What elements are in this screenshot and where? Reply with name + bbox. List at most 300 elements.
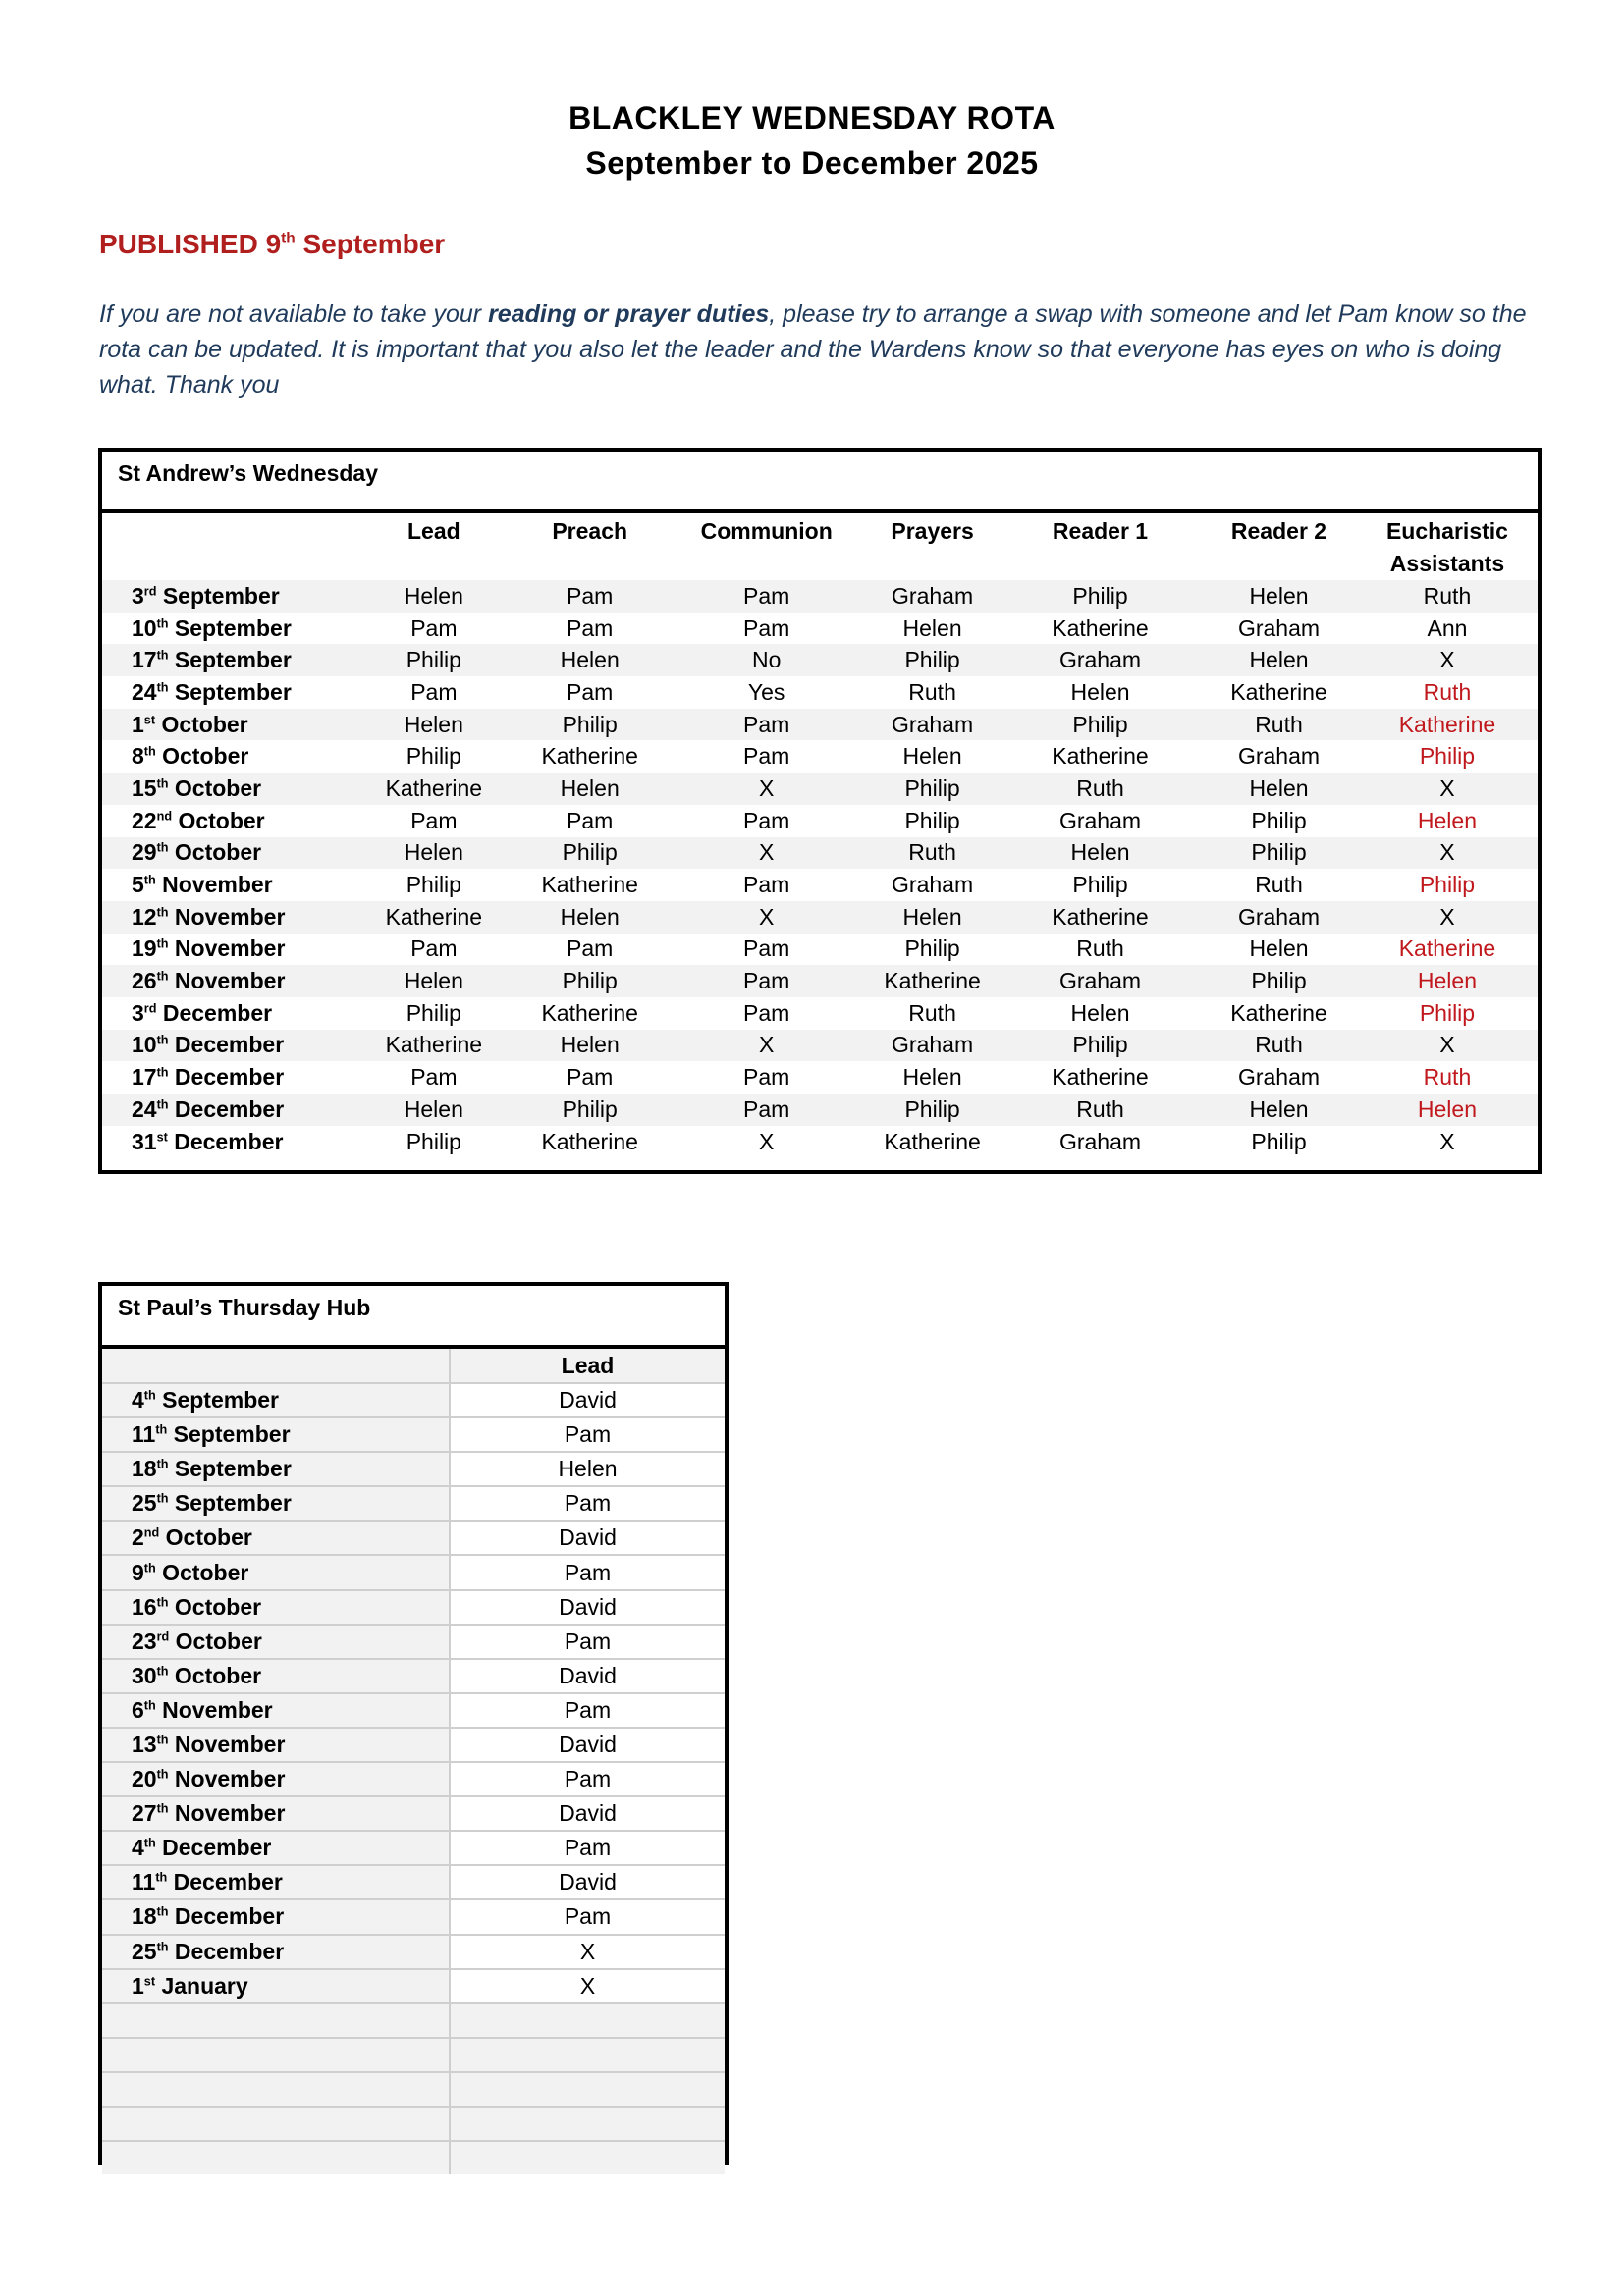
rota-cell: X: [1357, 1030, 1538, 1062]
rota-cell: Katherine: [1201, 997, 1357, 1030]
date-month: November: [174, 935, 286, 962]
date-suffix: th: [156, 776, 169, 791]
date-day: 24: [132, 678, 157, 705]
wednesday-header-row: [102, 513, 1538, 580]
lead-cell: X: [450, 1969, 725, 2003]
rota-cell: Pam: [668, 805, 865, 837]
wednesday-rota-box: [98, 448, 1542, 1174]
rota-cell: Helen: [1000, 676, 1201, 709]
date-month: September: [173, 1421, 291, 1448]
date-cell: [102, 773, 355, 805]
date-suffix: th: [156, 969, 169, 984]
date-day: 24: [132, 1095, 157, 1122]
empty-cell: [450, 2107, 725, 2141]
rota-cell: Katherine: [355, 773, 512, 805]
date-cell: [102, 613, 355, 645]
table-row: [102, 1728, 725, 1762]
date-month: December: [162, 999, 273, 1026]
date-suffix: st: [156, 1129, 168, 1144]
thursday-rota-table: [102, 1349, 725, 2174]
lead-cell: X: [450, 1935, 725, 1969]
lead-cell: Pam: [450, 1899, 725, 1934]
table-row: [102, 1486, 725, 1521]
date-month: October: [162, 1559, 249, 1585]
date-suffix: nd: [143, 1525, 160, 1540]
rota-cell: No: [668, 644, 865, 676]
rota-cell: Pam: [668, 934, 865, 966]
header-cell: [102, 1349, 450, 1383]
date-suffix: th: [156, 936, 169, 951]
date-month: December: [174, 1128, 284, 1154]
rota-cell: Graham: [1000, 1126, 1201, 1158]
date-suffix: th: [143, 1698, 156, 1713]
rota-cell: Graham: [865, 709, 1000, 741]
date-day: 11: [132, 1421, 156, 1448]
rota-cell: Helen: [1000, 997, 1201, 1030]
date-cell: [102, 1126, 355, 1158]
header-cell: Lead: [406, 518, 460, 544]
rota-cell: Helen: [1201, 644, 1357, 676]
rota-cell: Helen: [865, 901, 1000, 934]
lead-cell: Pam: [450, 1762, 725, 1796]
date-suffix: th: [143, 873, 156, 887]
rota-cell: Helen: [512, 1030, 668, 1062]
rota-cell: Philip: [1000, 869, 1201, 901]
date-cell: [102, 1521, 450, 1555]
rota-cell: Philip: [355, 740, 512, 773]
rota-cell: X: [1357, 644, 1538, 676]
rota-cell: Graham: [865, 1030, 1000, 1062]
date-month: October: [174, 1593, 262, 1620]
date-cell: [102, 580, 355, 613]
date-suffix: th: [155, 1870, 168, 1885]
rota-cell: Katherine: [1201, 676, 1357, 709]
date-month: November: [162, 872, 273, 898]
table-row: [102, 740, 1538, 773]
rota-cell: Ruth: [1201, 709, 1357, 741]
rota-cell: Pam: [668, 997, 865, 1030]
date-day: 4: [132, 1835, 144, 1861]
rota-cell: Philip: [865, 934, 1000, 966]
date-day: 3: [132, 582, 144, 609]
rota-cell: Helen: [1201, 580, 1357, 613]
date-suffix: st: [143, 1973, 156, 1988]
empty-cell: [102, 2038, 450, 2072]
rota-cell: Pam: [512, 1061, 668, 1094]
date-day: 12: [132, 903, 157, 930]
rota-cell: Ann: [1357, 613, 1538, 645]
rota-cell: Philip: [865, 644, 1000, 676]
empty-cell: [450, 2072, 725, 2107]
rota-cell: Pam: [355, 676, 512, 709]
date-day: 1: [132, 711, 144, 737]
empty-cell: [102, 2107, 450, 2141]
rota-cell: X: [1357, 837, 1538, 870]
date-suffix: th: [156, 1904, 169, 1919]
rota-cell: Philip: [355, 644, 512, 676]
rota-cell: Helen: [1201, 934, 1357, 966]
table-row: [102, 1831, 725, 1865]
date-cell: [102, 1796, 450, 1831]
header-cell: Eucharistic Assistants: [1385, 518, 1508, 576]
table-row: [102, 1126, 1538, 1158]
date-cell: [102, 1969, 450, 2003]
table-row: [102, 1969, 725, 2003]
date-suffix: th: [156, 1733, 169, 1747]
table-row: [102, 1590, 725, 1625]
rota-cell: Philip: [512, 709, 668, 741]
table-row: [102, 997, 1538, 1030]
table-row: [102, 773, 1538, 805]
date-cell: [102, 934, 355, 966]
rota-cell: Philip: [1000, 709, 1201, 741]
date-month: December: [174, 1032, 285, 1058]
date-day: 13: [132, 1731, 157, 1757]
rota-cell: Pam: [355, 613, 512, 645]
table-row: [102, 934, 1538, 966]
date-suffix: th: [156, 1594, 169, 1609]
table-row: [102, 1521, 725, 1555]
rota-cell: Graham: [865, 580, 1000, 613]
lead-cell: Pam: [450, 1693, 725, 1728]
rota-cell: Pam: [668, 580, 865, 613]
date-cell: [102, 837, 355, 870]
wednesday-rota-title: St Andrew’s Wednesday: [102, 452, 1538, 513]
rota-cell: X: [668, 1030, 865, 1062]
table-row: [102, 901, 1538, 934]
wednesday-rota-table: [102, 513, 1538, 1157]
date-day: 10: [132, 1032, 157, 1058]
date-day: 25: [132, 1938, 157, 1964]
date-suffix: th: [156, 1801, 169, 1816]
published-sup: th: [281, 230, 296, 247]
lead-cell: Pam: [450, 1831, 725, 1865]
date-cell: [102, 709, 355, 741]
date-month: September: [174, 1456, 292, 1482]
date-month: September: [162, 582, 280, 609]
date-day: 1: [132, 1972, 144, 1999]
rota-cell: Pam: [668, 965, 865, 997]
lead-cell: David: [450, 1728, 725, 1762]
date-cell: [102, 1094, 355, 1126]
rota-cell: Graham: [1201, 901, 1357, 934]
date-day: 10: [132, 614, 157, 641]
date-month: November: [174, 1731, 286, 1757]
date-suffix: th: [143, 1560, 156, 1575]
date-month: December: [173, 1869, 283, 1896]
rota-cell: Ruth: [865, 837, 1000, 870]
rota-cell: X: [668, 1126, 865, 1158]
rota-cell: Philip: [1201, 1126, 1357, 1158]
rota-cell: Philip: [355, 1126, 512, 1158]
rota-cell: Katherine: [512, 997, 668, 1030]
rota-cell: Helen: [1357, 965, 1538, 997]
date-month: January: [161, 1972, 248, 1999]
rota-cell: Katherine: [1000, 613, 1201, 645]
rota-cell: Katherine: [1357, 934, 1538, 966]
lead-cell: David: [450, 1865, 725, 1899]
rota-cell: Graham: [1000, 965, 1201, 997]
rota-cell: Pam: [668, 613, 865, 645]
rota-cell: Philip: [1357, 997, 1538, 1030]
table-row: [102, 1762, 725, 1796]
lead-cell: David: [450, 1521, 725, 1555]
rota-cell: Katherine: [512, 740, 668, 773]
date-suffix: rd: [143, 584, 157, 599]
wednesday-rows: [102, 580, 1538, 1157]
rota-cell: Ruth: [1201, 1030, 1357, 1062]
lead-cell: Pam: [450, 1555, 725, 1589]
table-row: [102, 837, 1538, 870]
thursday-rota-title: St Paul’s Thursday Hub: [102, 1286, 725, 1349]
rota-cell: Katherine: [1000, 1061, 1201, 1094]
lead-cell: Helen: [450, 1452, 725, 1486]
rota-cell: Philip: [1201, 837, 1357, 870]
date-suffix: st: [143, 712, 156, 726]
date-month: September: [174, 614, 292, 641]
date-day: 26: [132, 968, 157, 994]
date-cell: [102, 1693, 450, 1728]
rota-cell: Ruth: [1357, 1061, 1538, 1094]
date-month: October: [175, 1628, 262, 1654]
date-day: 3: [132, 999, 144, 1026]
date-day: 8: [132, 743, 144, 770]
rota-cell: Philip: [1357, 869, 1538, 901]
date-suffix: th: [143, 744, 156, 759]
rota-cell: Philip: [865, 1094, 1000, 1126]
rota-cell: Ruth: [1000, 934, 1201, 966]
header-cell: Lead: [450, 1349, 725, 1383]
rota-subtitle: September to December 2025: [585, 145, 1039, 181]
date-day: 27: [132, 1800, 157, 1827]
date-day: 6: [132, 1696, 144, 1723]
rota-cell: Graham: [1000, 805, 1201, 837]
rota-cell: Pam: [355, 934, 512, 966]
empty-row: [102, 2107, 725, 2141]
rota-cell: Ruth: [1357, 580, 1538, 613]
rota-cell: Helen: [355, 1094, 512, 1126]
table-row: [102, 1625, 725, 1659]
table-row: [102, 1061, 1538, 1094]
header-cell: Preach: [552, 518, 628, 544]
rota-cell: Katherine: [1000, 901, 1201, 934]
date-cell: [102, 1831, 450, 1865]
rota-cell: X: [668, 837, 865, 870]
lead-cell: David: [450, 1659, 725, 1693]
date-day: 29: [132, 839, 157, 866]
date-month: October: [178, 807, 265, 833]
table-row: [102, 1899, 725, 1934]
table-row: [102, 580, 1538, 613]
rota-cell: Ruth: [865, 997, 1000, 1030]
date-suffix: rd: [156, 1629, 170, 1644]
empty-row: [102, 2141, 725, 2174]
table-row: [102, 1935, 725, 1969]
rota-cell: Philip: [512, 837, 668, 870]
date-cell: [102, 1899, 450, 1934]
date-cell: [102, 997, 355, 1030]
date-suffix: th: [156, 1767, 169, 1782]
date-day: 11: [132, 1869, 156, 1896]
date-cell: [102, 1061, 355, 1094]
rota-cell: Graham: [1201, 613, 1357, 645]
table-row: [102, 965, 1538, 997]
rota-cell: Philip: [355, 997, 512, 1030]
empty-cell: [102, 2141, 450, 2174]
date-suffix: th: [143, 1836, 156, 1850]
date-cell: [102, 1625, 450, 1659]
date-suffix: th: [156, 1939, 169, 1953]
empty-row: [102, 2072, 725, 2107]
date-suffix: th: [156, 1065, 169, 1080]
lead-cell: David: [450, 1383, 725, 1417]
header-cell: Prayers: [891, 518, 974, 544]
date-month: December: [174, 1903, 285, 1930]
date-suffix: nd: [156, 809, 173, 823]
date-month: October: [174, 774, 262, 801]
header-cell: Communion: [700, 518, 833, 544]
date-day: 16: [132, 1593, 157, 1620]
thursday-rows: [102, 1383, 725, 2174]
empty-cell: [450, 2003, 725, 2038]
empty-cell: [450, 2038, 725, 2072]
rota-cell: Helen: [1201, 773, 1357, 805]
rota-cell: Helen: [865, 1061, 1000, 1094]
date-suffix: rd: [143, 1001, 157, 1016]
date-suffix: th: [156, 840, 169, 855]
published-month: September: [295, 229, 446, 259]
date-suffix: th: [143, 1388, 156, 1403]
table-row: [102, 1796, 725, 1831]
header-cell: [102, 513, 355, 580]
rota-cell: Katherine: [355, 1030, 512, 1062]
rota-cell: Philip: [1000, 1030, 1201, 1062]
thursday-header-row: [102, 1349, 725, 1383]
table-row: [102, 644, 1538, 676]
rota-cell: Ruth: [1357, 676, 1538, 709]
lead-cell: Pam: [450, 1486, 725, 1521]
date-cell: [102, 1555, 450, 1589]
rota-cell: Philip: [512, 1094, 668, 1126]
date-day: 18: [132, 1456, 157, 1482]
rota-cell: Helen: [355, 837, 512, 870]
date-day: 17: [132, 1064, 157, 1091]
date-month: October: [174, 1662, 262, 1688]
rota-cell: Katherine: [1000, 740, 1201, 773]
table-row: [102, 709, 1538, 741]
date-day: 2: [132, 1524, 144, 1551]
date-cell: [102, 1935, 450, 1969]
date-day: 23: [132, 1628, 157, 1654]
table-row: [102, 1659, 725, 1693]
date-month: September: [174, 1490, 292, 1517]
table-row: [102, 805, 1538, 837]
date-day: 31: [132, 1128, 157, 1154]
intro-bold: reading or prayer duties: [488, 300, 770, 328]
table-row: [102, 1693, 725, 1728]
table-row: [102, 1030, 1538, 1062]
intro-paragraph: [99, 296, 1543, 402]
date-day: 18: [132, 1903, 157, 1930]
rota-cell: Graham: [1201, 740, 1357, 773]
rota-cell: Pam: [668, 709, 865, 741]
date-cell: [102, 1383, 450, 1417]
rota-cell: Katherine: [865, 1126, 1000, 1158]
rota-cell: Philip: [865, 773, 1000, 805]
date-suffix: th: [156, 1033, 169, 1047]
rota-cell: Philip: [1000, 580, 1201, 613]
empty-row: [102, 2038, 725, 2072]
header-cell: Reader 1: [1052, 518, 1149, 544]
rota-cell: Philip: [865, 805, 1000, 837]
rota-cell: X: [668, 773, 865, 805]
rota-cell: X: [1357, 1126, 1538, 1158]
date-suffix: th: [155, 1422, 168, 1437]
date-suffix: th: [156, 1457, 169, 1471]
table-row: [102, 676, 1538, 709]
date-cell: [102, 1728, 450, 1762]
rota-cell: Graham: [1201, 1061, 1357, 1094]
lead-cell: Pam: [450, 1625, 725, 1659]
date-cell: [102, 1659, 450, 1693]
rota-cell: Helen: [355, 965, 512, 997]
table-row: [102, 1094, 1538, 1126]
date-cell: [102, 1762, 450, 1796]
rota-cell: Katherine: [1357, 709, 1538, 741]
date-day: 22: [132, 807, 157, 833]
rota-cell: Philip: [355, 869, 512, 901]
date-month: November: [174, 1800, 286, 1827]
rota-cell: Pam: [355, 1061, 512, 1094]
date-day: 17: [132, 647, 157, 673]
date-cell: [102, 740, 355, 773]
date-month: November: [174, 1766, 286, 1792]
date-suffix: th: [156, 905, 169, 920]
date-day: 19: [132, 935, 157, 962]
rota-cell: X: [1357, 901, 1538, 934]
rota-cell: Philip: [1201, 805, 1357, 837]
date-month: November: [174, 903, 286, 930]
date-cell: [102, 869, 355, 901]
rota-title: BLACKLEY WEDNESDAY ROTA: [568, 100, 1056, 135]
rota-cell: Pam: [512, 805, 668, 837]
rota-cell: Pam: [668, 740, 865, 773]
date-cell: [102, 1417, 450, 1452]
date-month: September: [174, 647, 292, 673]
date-month: September: [162, 1387, 279, 1414]
date-suffix: th: [156, 1491, 169, 1506]
date-cell: [102, 1590, 450, 1625]
intro-before: If you are not available to take your: [99, 300, 489, 328]
date-cell: [102, 644, 355, 676]
rota-cell: Philip: [512, 965, 668, 997]
rota-cell: Graham: [865, 869, 1000, 901]
date-day: 5: [132, 872, 144, 898]
rota-cell: Helen: [1357, 805, 1538, 837]
rota-cell: Helen: [355, 709, 512, 741]
date-month: December: [162, 1835, 272, 1861]
date-cell: [102, 1865, 450, 1899]
date-suffix: th: [156, 648, 169, 663]
rota-cell: Ruth: [1201, 869, 1357, 901]
date-month: December: [174, 1064, 285, 1091]
rota-cell: Helen: [1000, 837, 1201, 870]
date-day: 25: [132, 1490, 157, 1517]
published-notice: [99, 229, 445, 260]
rota-cell: Pam: [512, 580, 668, 613]
rota-cell: Ruth: [865, 676, 1000, 709]
rota-cell: Ruth: [1000, 773, 1201, 805]
